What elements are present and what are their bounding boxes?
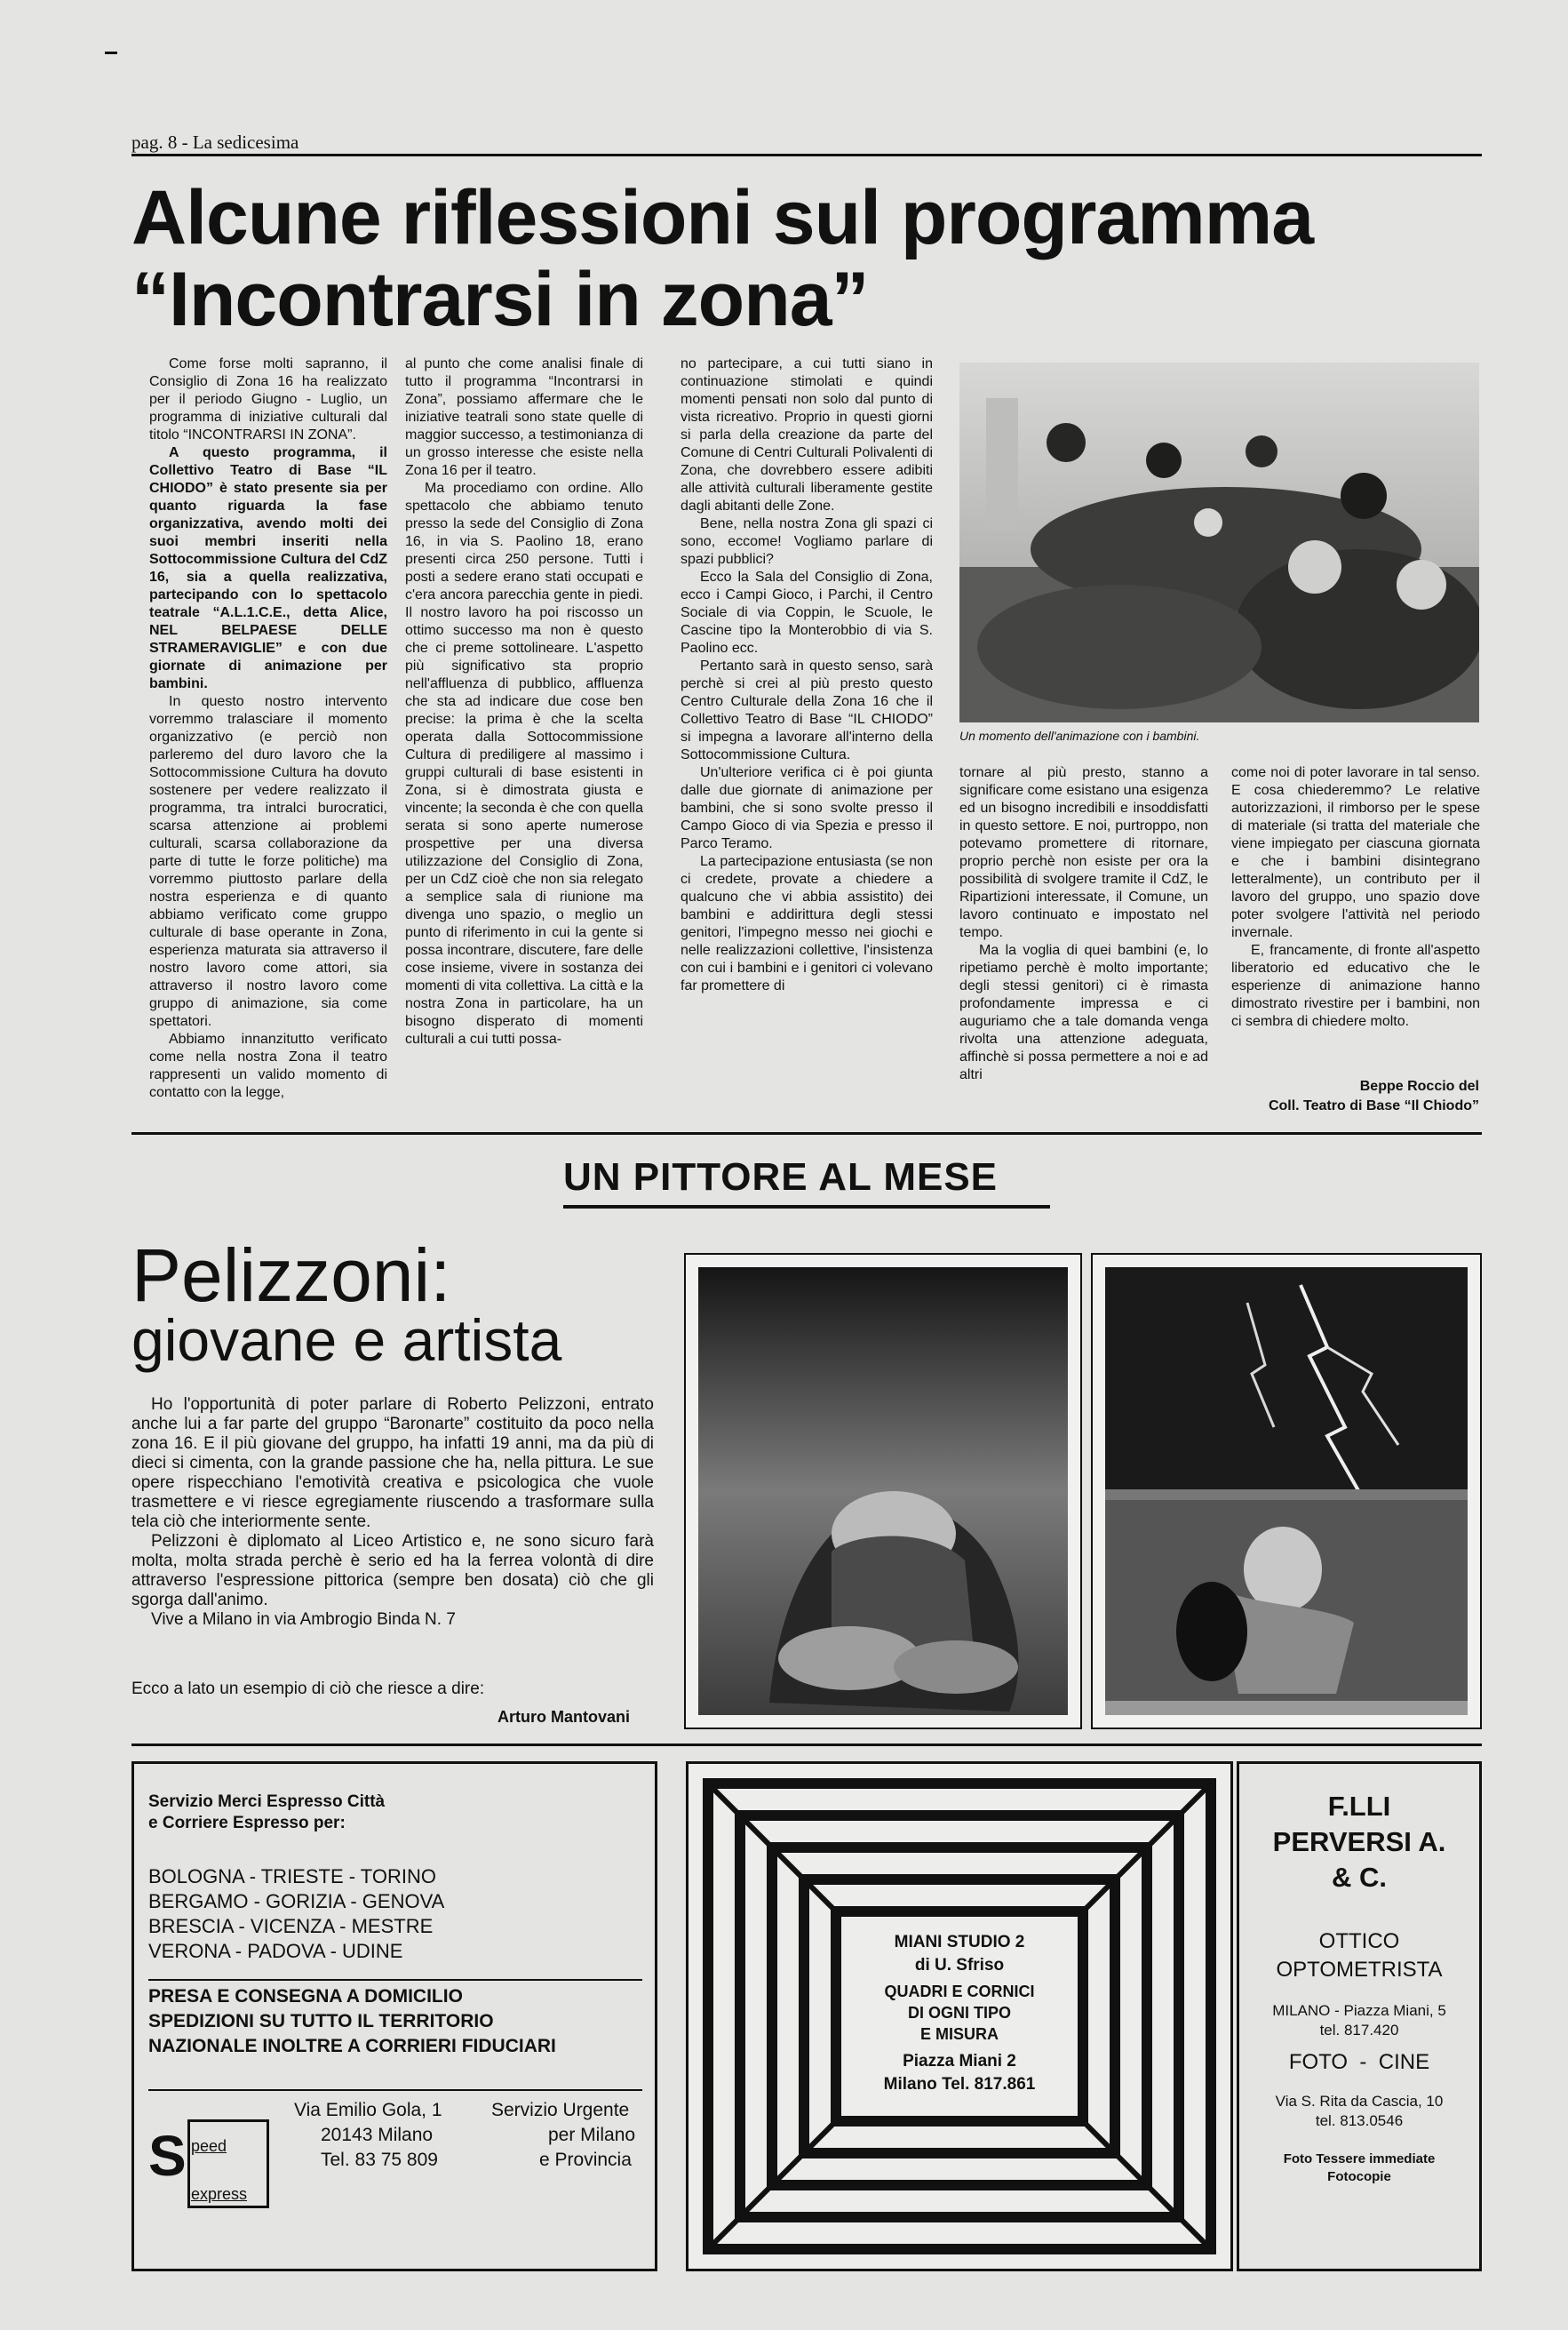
painting-lightning-figure [1105, 1267, 1468, 1715]
logo-word-top: peed [191, 2137, 227, 2155]
miani-line: MIANI STUDIO 2 [894, 1933, 1025, 1951]
ad-city-line: BRESCIA - VICENZA - MESTRE [148, 1915, 434, 1937]
paragraph: In questo nostro intervento vorremmo tralasciare il momento organizzativo (e perciò non parleremo del duro lavoro che la Sottocommissione Cultura ha dovuto sostenere per vedere realizzato il programma, tra intralci burocratici, scarsa attenzione ai problemi culturali, scarsa collaborazione da parte di tutte le forze politiche) ma vorremmo piuttosto parlare della nostra esperienza e di quanto abbiamo verificato come gruppo culturale di base operante in Zona, esperienza maturata sia attraverso il nostro lavoro come attori, sia attraverso il nostro lavoro come gruppo di animazione, sia come spettatori. [149, 694, 387, 1029]
paragraph: Ma procediamo con ordine. Allo spettacolo che abbiamo tenuto presso la sede del Consiglio di Zona 16, in via S. Paolino 18, erano presenti circa 250 persone. Tutti i posti a sedere erano stati occupati e c'era ancora parecchia gente in piedi. Il nostro lavoro ha poi riscosso un ottimo successo ma non è questo che ci preme sottolineare. L'aspetto più significativo sta proprio nell'affluenza di pubblico, affluenza che sta ad indicare due cose ben precise: la prima è che la scelta operata dalla Sottocommissione Cultura di prediligere al massimo i gruppi culturali di base esistenti in Zona, si è dimostrata giusta e vincente; la seconda è che con quella serata si sono aperte numerose prospettive per una diversa utilizzazione del Consiglio di Zona, per un CdZ cioè che non sia relegato a semplice sala di riunione ma divenga uno spazio, o meglio un punto di riferimento in cui la gente si possa incontrare, discutere, fare delle cose insieme, vivere in sostanza dei momenti di vita collettiva. La città e la nostra Zona in particolare, ha un bisogno disperato di momenti culturali a cui tutti possa- [405, 481, 643, 1047]
miani-line: Piazza Miani 2 [903, 2052, 1016, 2071]
painting-1-frame [684, 1253, 1082, 1729]
painting-seated-figure [698, 1267, 1068, 1715]
perversi-line: PERVERSI A. [1272, 1826, 1446, 1857]
ad-divider [148, 2089, 642, 2091]
perversi-line: Foto Tessere immediate [1283, 2151, 1436, 2166]
ad-divider [148, 1979, 642, 1981]
ads-rule [131, 1744, 1482, 1746]
perversi-line: OTTICO [1318, 1929, 1400, 1953]
miani-line: E MISURA [919, 2025, 999, 2043]
paragraph: Pelizzoni è diplomato al Liceo Artistico e, ne sono sicuro farà molta, molta strada perchè è serio ed ha la ferrea volontà di dire attraverso l'espressione pittorica (sempre ben dosata) ciò che gli sgorga dall'animo. [131, 1532, 654, 1609]
section-rule [131, 1132, 1482, 1135]
speed-express-ad [131, 1761, 657, 2271]
paragraph: La partecipazione entusiasta (se non ci credete, provate a chiedere a qualcuno che vi abbia assistito) dei bambini e addirittura degli stessi genitori, l'impegno messo nei giochi e nelle realizzazioni collettive, l'insistenza con cui i bambini e i genitori ci volevano far promettere di [681, 854, 933, 993]
ad-heading-line1: Servizio Merci Espresso Città [148, 1792, 386, 1811]
article2-closing: Ecco a lato un esempio di ciò che riesce a dire: [131, 1680, 485, 1698]
miani-line: di U. Sfriso [914, 1956, 1005, 1975]
article-column-5 [1231, 764, 1480, 1031]
ad-city-line: BERGAMO - GORIZIA - GENOVA [148, 1890, 445, 1912]
paragraph: Pertanto sarà in questo senso, sarà perchè si crei al più presto questo Centro Culturale della Zona 16 che il Collettivo Teatro di Base “IL CHIODO” si impegna a lavorare all'interno della Sottocommissione Cultura. [681, 658, 933, 762]
children-animation-photo [959, 363, 1479, 722]
paragraph: Vive a Milano in via Ambrogio Binda N. 7 [151, 1610, 456, 1629]
page-header: pag. 8 - La sedicesima [131, 132, 299, 153]
article-column-3 [681, 355, 933, 995]
perversi-line: MILANO - Piazza Miani, 5 [1272, 2002, 1446, 2019]
article-column-4 [959, 764, 1208, 1084]
ad-service-line: SPEDIZIONI SU TUTTO IL TERRITORIO [148, 2011, 494, 2031]
speed-urgent-line: e Provincia [539, 2150, 632, 2170]
painting-2-frame [1091, 1253, 1482, 1729]
photo-illustration [959, 363, 1479, 722]
ad-service-line: PRESA E CONSEGNA A DOMICILIO [148, 1986, 463, 2007]
paragraph: Ecco la Sala del Consiglio di Zona, ecco i Campi Gioco, i Parchi, il Centro Sociale di via Coppin, le Scuole, le Cascine tipo la Monterobbio di via S. Paolino ecc. [681, 570, 933, 656]
article-title-line2: “Incontrarsi in zona” [131, 257, 869, 342]
perversi-line: & C. [1332, 1862, 1387, 1893]
speed-address-line: Tel. 83 75 809 [321, 2150, 438, 2170]
speed-urgent-line: Servizio Urgente [491, 2100, 630, 2120]
speed-address-line: Via Emilio Gola, 1 [294, 2100, 442, 2120]
miani-line: QUADRI E CORNICI [884, 1983, 1035, 2000]
ad-city-line: BOLOGNA - TRIESTE - TORINO [148, 1865, 436, 1887]
perversi-line: tel. 817.420 [1319, 2022, 1399, 2039]
ad-city-line: VERONA - PADOVA - UDINE [148, 1940, 403, 1962]
article-column-1 [149, 355, 387, 1102]
paragraph: al punto che come analisi finale di tutto il programma “Incontrarsi in Zona”, possiamo affermare che le iniziative teatrali sono state quelle di maggior successo, a testimonianza di un grosso interesse che esiste nella Zona 16 per il teatro. [405, 356, 643, 478]
paragraph: E, francamente, di fronte all'aspetto liberatorio ed educativo che le esperienze di animazione hanno dimostrato rivestire per i bambini, non ci sembra di chiedere molto. [1231, 943, 1480, 1029]
miani-line: Milano Tel. 817.861 [883, 2075, 1036, 2094]
ad-service-line: NAZIONALE INOLTRE A CORRIERI FIDUCIARI [148, 2036, 556, 2056]
paragraph: Come forse molti sapranno, il Consiglio di Zona 16 ha realizzato per il periodo Giugno - Luglio, un programma di iniziative culturali dal titolo “INCONTRARSI IN ZONA”. [149, 356, 387, 443]
section-title: UN PITTORE AL MESE [563, 1155, 999, 1199]
signature-line1: Beppe Roccio del [1359, 1079, 1479, 1094]
article2-title-line2: giovane e artista [131, 1307, 562, 1373]
paragraph: tornare al più presto, stanno a significare come esistano una esigenza ed un bisogno incredibili e insoddisfatti in questo settore. E noi, purtroppo, non potevamo promettere di ritornare, proprio perchè non esiste per ora la possibilità di svolgere tramite il CdZ, le Ripartizioni interessate, il Comune, un lavoro continuato e impostato nel tempo. [959, 765, 1208, 940]
paragraph: Abbiamo innanzitutto verificato come nella nostra Zona il teatro rappresenti un valido momento di contatto con la legge, [149, 1032, 387, 1100]
article-column-2 [405, 355, 643, 1049]
paragraph: A questo programma, il Collettivo Teatro di Base “IL CHIODO” è stato presente sia per quanto riguarda la fase organizzativa, avendo molti dei suoi membri inseriti nella Sottocommissione Cultura del CdZ 16, sia a quella realizzativa, partecipando con lo spettacolo teatrale “A.L.1.C.E., detta Alice, NEL BELPAESE DELLE STRAMERAVIGLIE” e con due giornate di animazione per bambini. [149, 445, 387, 691]
perversi-line: tel. 813.0546 [1315, 2112, 1404, 2129]
corner-mark [105, 52, 117, 54]
perversi-line: OPTOMETRISTA [1276, 1958, 1443, 1982]
perversi-line: FOTO - CINE [1288, 2050, 1430, 2074]
article2-body [131, 1395, 654, 1630]
speed-address-line: 20143 Milano [321, 2125, 434, 2145]
signature-line2: Coll. Teatro di Base “Il Chiodo” [1268, 1098, 1479, 1113]
miani-studio-ad [686, 1761, 1233, 2271]
perversi-ad [1237, 1761, 1482, 2271]
paragraph: no partecipare, a cui tutti siano in continuazione stimolati e quindi momenti pensati non solo dal punto di vista ricreativo. Proprio in questi giorni si parla della creazione da parte del Comune di Centri Culturali Polivalenti di Zona, che dovrebbero essere adibiti alle attività culturali liberamente gestite dagli abitanti delle Zone. [681, 356, 933, 514]
paragraph: Un'ulteriore verifica ci è poi giunta dalle due giornate di animazione per bambini, che si sono svolte presso il Campo Gioco di via Spezia e presso il Parco Teramo. [681, 765, 933, 851]
article2-title-line1: Pelizzoni: [131, 1233, 451, 1317]
logo-letter: S [148, 2124, 187, 2188]
paragraph: come noi di poter lavorare in tal senso. E cosa chiederemmo? Le relative autorizzazioni, il rimborso per le spese di materiale (si tratta del materiale che viene impiegato per ciascuna giornata e che i bambini disintegrano letteralmente), un contributo per il lavoro del gruppo, uno spazio dove poter svolgere l'attività nel periodo invernale. [1231, 765, 1480, 940]
paragraph: Ma la voglia di quei bambini (e, lo ripetiamo perchè è molto importante; degli stessi genitori) ci è rimasta profondamente impressa e ci auguriamo che a tale domanda venga rivolta una attenzione adeguata, affinchè si possa permettere a noi e ad altri [959, 943, 1208, 1082]
speed-express-logo [148, 2119, 273, 2215]
section-title-underline [563, 1205, 1050, 1209]
perversi-line: Via S. Rita da Cascia, 10 [1275, 2093, 1444, 2110]
speed-urgent-line: per Milano [548, 2125, 636, 2145]
paragraph: Ho l'opportunità di poter parlare di Roberto Pelizzoni, entrato anche lui a far parte del gruppo “Baronarte” costituito da poco nella zona 16. E il più giovane del gruppo, ha infatti 19 anni, ma da più di dieci si cimenta, con la grande passione che ha, nella pittura. Le sue opere rispecchiano l'emotività creativa e psicologica che vuole trasmettere e vi riesce egregiamente riuscendo a trasformare sulla tela ciò che interiormente sente. [131, 1395, 654, 1531]
article2-author: Arturo Mantovani [497, 1708, 631, 1726]
paragraph: Bene, nella nostra Zona gli spazi ci sono, eccome! Vogliamo parlare di spazi pubblici? [681, 516, 933, 567]
perversi-line: F.LLI [1327, 1791, 1391, 1822]
perversi-line: Fotocopie [1327, 2169, 1391, 2184]
ad-heading-line2: e Corriere Espresso per: [148, 1814, 346, 1832]
header-rule [131, 154, 1482, 156]
photo-caption: Un momento dell'animazione con i bambini. [959, 729, 1200, 743]
miani-line: DI OGNI TIPO [907, 2004, 1011, 2022]
article-title-line1: Alcune riflessioni sul programma [131, 175, 1314, 260]
logo-word-bottom: express [191, 2185, 248, 2203]
